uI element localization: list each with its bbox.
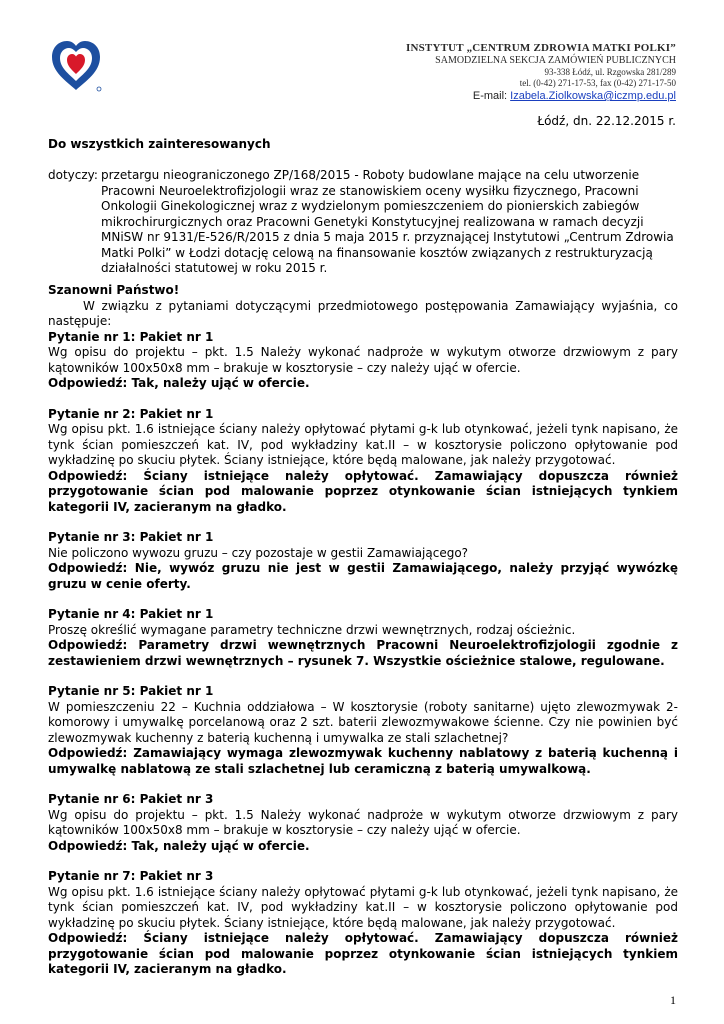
institute-phone: tel. (0-42) 271-17-53, fax (0-42) 271-17-50 [519,78,676,88]
answer-text [48,561,678,592]
answer-content: : Nie, wywóz gruzu nie jest w gestii Zamawiającego, należy przyjąć wywózkę gruzu w cenie oferty. [48,561,678,591]
answer-label: Odpowiedź [48,468,123,483]
question-text: Wg opisu pkt. 1.6 istniejące ściany należy opłytować płytami g-k lub otynkować, jeżeli tynk napisano, że tynk ścian pomieszczeń kat. IV, pod wykładziny kat.II – w kosztorysie policzono opłytowanie pod wykładzinę po skuciu płytek. Ściany istniejące, które będą malowane, jak należy przygotować. [48,422,678,467]
letter-date: Łódź, dn. 22.12.2015 r. [537,114,676,128]
question-text: Wg opisu pkt. 1.6 istniejące ściany należy opłytować płytami g-k lub otynkować, jeżeli tynk napisano, że tynk ścian pomieszczeń kat. IV, pod wykładziny kat.II – w kosztorysie policzono opłytowanie pod wykładzinę po skuciu płytek. Ściany istniejące, które będą malowane, jak należy przygotować. [48,884,678,930]
question-text: Nie policzono wywozu gruzu – czy pozostaje w gestii Zamawiającego? [48,545,469,560]
subject-block [48,168,678,277]
qa-item [48,407,678,516]
subject-label: dotyczy: [48,168,98,182]
institute-logo [48,38,104,94]
question-title: Pytanie nr 1: Pakiet nr 1 [48,329,214,344]
answer-content: : Tak, należy ująć w ofercie. [122,838,310,853]
answer-content: : Parametry drzwi wewnętrznych Pracowni Neuroelektrofizjologii zgodnie z zestawieniem drzwi wewnętrznych – rysunek 7. Wszystkie ościeżnice stalowe, regulowane. [48,638,678,668]
answer-label: Odpowiedź [48,638,123,652]
addressee: Do wszystkich zainteresowanych [48,137,271,151]
subject-text: przetargu nieograniczonego ZP/168/2015 - Roboty budowlane mające na celu utworzenie Pracowni Neuroelektrofizjologii wraz ze stanowiskiem oceny wysiłku fizycznego, Pracowni Onkologii Ginekologicznej wraz z wydzielonym pomieszczeniem do pionierskich zabiegów mikrochirurgicznych oraz Pracowni Genetyki Konstytucyjnej realizowana w ramach decyzji MNiSW nr 9131/E-526/R/2015 z dnia 5 maja 2015 r. przyznającej Instytutowi „Centrum Zdrowia Matki Polki” w Łodzi dotację celową na finansowanie kosztów związanych z restrukturyzacją działalności statutowej w roku 2015 r. [101,168,674,275]
answer-label: Odpowiedź [48,931,123,945]
question-title: Pytanie nr 4: Pakiet nr 1 [48,607,214,621]
email-label: E-mail: [472,90,511,102]
answer-content: : Zamawiający wymaga zlewozmywak kuchenny nablatowy z baterią kuchenną i umywalkę nablatową ze stali szlachetnej lub ceramiczną z baterią umywalkową. [48,746,678,776]
logo-registered-mark [97,87,101,91]
answer-text [48,746,678,777]
email-line [316,89,676,103]
qa-item [48,607,678,669]
answer-content: : Ściany istniejące należy opłytować. Zamawiający dopuszcza również przygotowanie ścian pod malowanie poprzez otynkowanie ścian istniejących tynkiem kategorii IV, zacieranym na gładko. [48,468,678,514]
email-link[interactable]: Izabela.Ziolkowska@iczmp.edu.pl [510,90,676,102]
page-number: 1 [670,993,676,1007]
answer-text [48,469,678,516]
answer-text [48,376,678,392]
question-title: Pytanie nr 6: Pakiet nr 3 [48,792,214,806]
question-title: Pytanie nr 7: Pakiet nr 3 [48,869,214,883]
institute-name: INSTYTUT „CENTRUM ZDROWIA MATKI POLKI” [405,42,676,54]
answer-text [48,839,678,855]
intro-paragraph: W związku z pytaniami dotyczącymi przedmiotowego postępowania Zamawiający wyjaśnia, co następuje: [48,298,678,328]
greeting: Szanowni Państwo! [48,283,180,297]
letterhead [316,42,676,103]
question-text: W pomieszczeniu 22 – Kuchnia oddziałowa – W kosztorysie (roboty sanitarne) ujęto zlewozmywak 2-komorowy i umywalkę porcelanową oraz 2 szt. baterii zlewozmywakowe ścienne. Czy nie powinien być zlewozmywak kuchenny z baterią kuchenną i umywalka ze stali szlachetnej? [48,699,678,745]
answer-label: Odpowiedź [48,376,123,390]
qa-item [48,684,678,777]
qa-item [48,330,678,392]
answer-label: Odpowiedź [48,561,123,575]
answer-text [48,638,678,669]
qa-item [48,869,678,978]
question-text: Wg opisu do projektu – pkt. 1.5 Należy wykonać nadproże w wykutym otworze drzwiowym z pary kątowników 100x50x8 mm – brakuje w kosztorysie – czy należy ująć w ofercie. [48,345,678,375]
answer-label: Odpowiedź [48,746,123,760]
question-title: Pytanie nr 3: Pakiet nr 1 [48,530,214,544]
letter-body [48,283,678,978]
institute-address: 93-338 Łódź, ul. Rzgowska 281/289 [544,67,676,77]
answer-content: : Ściany istniejące należy opłytować. Zamawiający dopuszcza również przygotowanie ścian pod malowanie poprzez otynkowanie ścian istniejących tynkiem kategorii IV, zacieranym na gładko. [48,931,678,976]
question-title: Pytanie nr 5: Pakiet nr 1 [48,684,214,698]
qa-item [48,792,678,854]
section-name: SAMODZIELNA SEKCJA ZAMÓWIEŃ PUBLICZNYCH [435,55,676,66]
question-text: Wg opisu do projektu – pkt. 1.5 Należy wykonać nadproże w wykutym otworze drzwiowym z pary kątowników 100x50x8 mm – brakuje w kosztorysie – czy należy ująć w ofercie. [48,807,678,837]
qa-item [48,530,678,592]
answer-text [48,931,678,978]
question-title: Pytanie nr 2: Pakiet nr 1 [48,406,214,421]
question-text: Proszę określić wymagane parametry techniczne drzwi wewnętrznych, rodzaj ościeżnic. [48,622,576,637]
answer-content: : Tak, należy ująć w ofercie. [122,376,310,390]
answer-label: Odpowiedź [48,838,123,853]
